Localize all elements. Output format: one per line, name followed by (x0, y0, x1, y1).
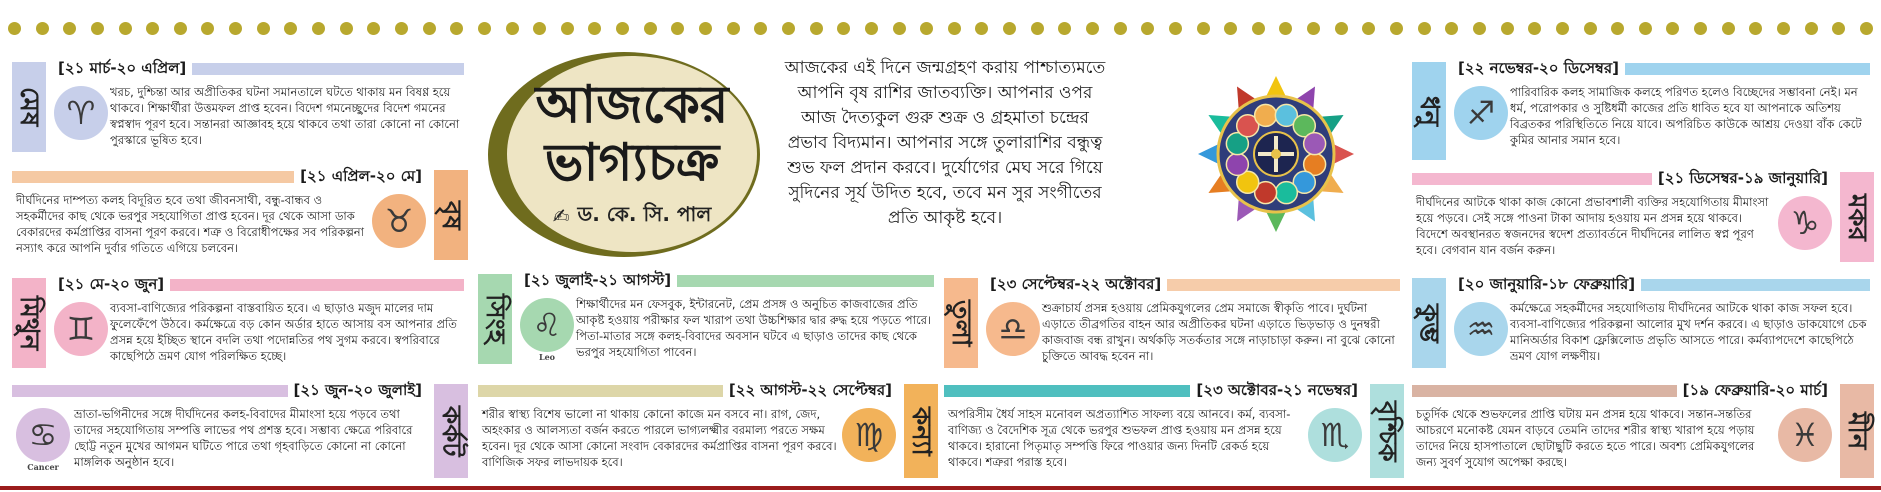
horoscope-entry (12, 382, 468, 482)
date-range: [২৩ অক্টোবর-২১ নভেম্বর] (1196, 380, 1358, 399)
border-dot (36, 22, 49, 35)
border-dot (1694, 22, 1707, 35)
border-dot (975, 22, 988, 35)
horoscope-text: কর্মক্ষেত্রে সহকর্মীদের সহযোগিতায় দীর্ঘদিনের আটকে থাকা কাজ সফল হবে। ব্যবসা-বাণিজ্যের পরিকল্পনা আলোর মুখ দর্শন করবে। এ ছাড়াও ডাকযোগে চেক মানিঅর্ডার বিকাশ ফ্লেক্সিলোড প্রভৃতি আসতে পারে। কর্মব্যাপদেশে কাছেপিঠে ভ্রমণ যোগ লক্ষণীয়। (1510, 301, 1867, 363)
border-dot (201, 22, 214, 35)
border-dot (1556, 22, 1569, 35)
date-range: [২১ এপ্রিল-২০ মে] (300, 166, 422, 185)
emblem-label: Cancer (27, 462, 59, 472)
decorative-dot-border (0, 22, 1881, 38)
author-byline (553, 200, 712, 233)
border-dot (63, 22, 76, 35)
gemini-icon: ♊ (54, 302, 108, 356)
sign-name-tab (1840, 172, 1874, 262)
color-bar (1167, 279, 1400, 291)
border-dot (1666, 22, 1679, 35)
border-dot (174, 22, 187, 35)
border-dot (810, 22, 823, 35)
capricorn-icon: ♑ (1778, 196, 1832, 250)
date-range: [২১ জুলাই-২১ আগস্ট] (524, 270, 672, 289)
horoscope-entry (1412, 382, 1874, 482)
border-dot (119, 22, 132, 35)
pisces-icon: ♓ (1778, 408, 1832, 462)
border-dot (1362, 22, 1375, 35)
color-bar (12, 171, 294, 183)
horoscope-text: শরীর স্বাস্থ্য বিশেষ ভালো না থাকায় কোনো কাজে মন বসবে না। রাগ, জেদ, অহংকার ও আলস্যতা বর্জন করতে পারলে ভাগ্যলক্ষ্মীর বরমাল্য পরতে সক্ষম হবেন। দূর থেকে আসা কোনো সংবাদ বেকারদের কর্মপ্রাপ্তির বাসনা পূরণ করবে। বাণিজিক সফর লাভদায়ক হবে। (482, 407, 837, 469)
date-range-row (12, 168, 428, 186)
sign-name-tab (904, 384, 938, 478)
border-dot (91, 22, 104, 35)
horoscope-entry (478, 382, 938, 482)
color-bar (12, 385, 288, 397)
border-dot (588, 22, 601, 35)
border-dot (1528, 22, 1541, 35)
date-range-row (1412, 382, 1834, 400)
sign-name: বৃষ (436, 200, 466, 230)
border-dot (423, 22, 436, 35)
border-dot (450, 22, 463, 35)
color-bar (170, 279, 464, 291)
border-dot (837, 22, 850, 35)
color-bar (192, 63, 464, 75)
date-range: [১৯ ফেব্রুয়ারি-২০ মার্চ] (1682, 380, 1828, 399)
border-dot (1832, 22, 1845, 35)
horoscope-entry (944, 276, 1404, 372)
date-range: [২২ আগস্ট-২২ সেপ্টেম্বর] (728, 380, 892, 399)
sign-name: কর্কট (436, 405, 466, 457)
date-range-row (944, 382, 1364, 400)
date-range: [২২ নভেম্বর-২০ ডিসেম্বর] (1458, 58, 1619, 77)
sign-name: বৃশ্চিক (1372, 400, 1402, 462)
horoscope-entry (12, 276, 468, 372)
border-dot (478, 22, 491, 35)
border-dot (644, 22, 657, 35)
border-dot (1141, 22, 1154, 35)
aries-icon: ♈ (54, 86, 108, 140)
intro-paragraph: আজকের এই দিনে জন্মগ্রহণ করায় পাশ্চাত্যমতে আপনি বৃষ রাশির জাতব্যক্তি। আপনার ওপর আজ দৈত্যকুল গুরু শুক্র ও গ্রহমাতা চন্দ্রের প্রভাব বিদ্যমান। আপনার সঙ্গে তুলারাশির বন্ধুত্ব শুভ ফল প্রদান করবে। দুর্যোগের মেঘ সরে গিয়ে সুদিনের সূর্য উদিত হবে, তবে মন সুর সংগীতের প্রতি আকৃষ্ট হবে। (784, 58, 1106, 228)
leo-icon: ♌ Leo (520, 298, 574, 352)
date-range: [২১ মে-২০ জুন] (58, 274, 165, 293)
page-title (535, 73, 729, 193)
date-range: [২১ ডিসেম্বর-১৯ জানুয়ারি] (1657, 168, 1828, 187)
sign-name: মীন (1842, 412, 1872, 450)
horoscope-text: শিক্ষার্থীদের মন ফেসবুক, ইন্টারনেট, প্রেম প্রসঙ্গ ও অনুচিত কাজবাজের প্রতি আকৃষ্ট হওয়ায় পরীক্ষার ফল খারাপ তথা উচ্চশিক্ষার দ্বার রুদ্ধ হয়ে পড়তে পারে। পিতা-মাতার সঙ্গে কলহ-বিবাদের অবসান ঘটবে এ ছাড়াও তাদের কাছ থেকে ভরপুর সহযোগিতা পাবেন। (576, 297, 932, 359)
border-dot (1501, 22, 1514, 35)
border-dot (1003, 22, 1016, 35)
border-dot (1086, 22, 1099, 35)
border-dot (284, 22, 297, 35)
horoscope-entry (1412, 276, 1874, 372)
border-dot (920, 22, 933, 35)
date-range-row (1452, 60, 1870, 78)
border-dot (782, 22, 795, 35)
sign-name: কুম্ভ (1414, 303, 1444, 343)
horoscope-text: দীর্ঘদিনের আটকে থাকা কাজ কোনো প্রভাবশালী ব্যক্তির সহযোগিতায় মীমাংসা হয়ে পড়বে। সেই সঙ্গে পাওনা টাকা আদায় হওয়ায় মন প্রসন্ন হয়ে থাকবে। বিদেশে অবস্থানরত স্বজনদের স্বদেশ প্রত্যাবর্তনে দীর্ঘদিনের লালিত স্বপ্ন পূরণ হবে। বেগবান যান বর্জন করুন। (1416, 195, 1769, 257)
border-dot (671, 22, 684, 35)
wheel-medallion (1255, 104, 1277, 126)
border-dot (1279, 22, 1292, 35)
horoscope-entry (944, 382, 1404, 482)
scorpio-icon: ♏ (1308, 408, 1362, 462)
date-range-row (518, 272, 934, 290)
border-dot (506, 22, 519, 35)
border-dot (1058, 22, 1071, 35)
horoscope-entry (478, 272, 938, 368)
bottom-rule (0, 486, 1881, 490)
border-dot (229, 22, 242, 35)
sign-name: সিংহ (480, 294, 510, 344)
border-dot (1252, 22, 1265, 35)
sign-name-tab (434, 170, 468, 260)
color-bar (1412, 385, 1677, 397)
border-dot (1777, 22, 1790, 35)
date-range: [২১ মার্চ-২০ এপ্রিল] (58, 58, 187, 77)
horoscope-entry (12, 168, 468, 264)
sign-name-tab (12, 278, 46, 368)
color-bar (478, 385, 723, 397)
color-bar (1641, 279, 1870, 291)
date-range: [২১ জুন-২০ জুলাই] (293, 380, 422, 399)
sign-name: মেষ (14, 87, 44, 127)
sign-name: মিথুন (14, 295, 44, 351)
border-dot (1224, 22, 1237, 35)
border-dot (1805, 22, 1818, 35)
color-bar (1412, 173, 1652, 185)
wheel-medallion (1275, 182, 1297, 204)
border-dot (948, 22, 961, 35)
title-badge (507, 56, 757, 252)
quill-icon: ✍ (552, 204, 570, 228)
title-line-2: ভাগ্যচক্র (544, 131, 720, 193)
color-bar (944, 385, 1190, 397)
sign-name: ধনু (1414, 95, 1444, 127)
horoscope-text: খরচ, দুশ্চিন্তা আর অপ্রীতিকর ঘটনা সমানতালে ঘটতে থাকায় মন বিষণ্ণ হয়ে থাকবে। শিক্ষার্থীরা উত্তমফল প্রাপ্ত হবেন। বিদেশ গমনেচ্ছুদের বিদেশ গমনের স্বপ্নস্বাদ পূরণ হবে। সন্তানরা আজ্ঞাবহ হয়ে থাকবে তথা তারা কোনো না কোনো পুরস্কারে ভূষিত হবে। (110, 85, 460, 147)
border-dot (533, 22, 546, 35)
border-dot (1860, 22, 1873, 35)
horoscope-text: দীর্ঘদিনের দাম্পত্য কলহ বিদূরিত হবে তথা জীবনসাথী, বন্ধু-বান্ধব ও সহকর্মীদের কাছ থেকে ভরপুর সহযোগিতা প্রাপ্ত হবেন। দূর থেকে আসা ডাক বেকারদের কর্মপ্রাপ্তির বাসনা পূরণ করবে। শত্রু ও বিরোধীপক্ষের সব পরিকল্পনা নস্যাৎ করে আপনি দুর্বার গতিতে এগিয়ে চলবেন। (16, 193, 364, 255)
border-dot (699, 22, 712, 35)
border-dot (1445, 22, 1458, 35)
border-dot (1169, 22, 1182, 35)
border-dot (367, 22, 380, 35)
border-dot (312, 22, 325, 35)
border-dot (1418, 22, 1431, 35)
border-dot (146, 22, 159, 35)
sign-name-tab (12, 62, 46, 152)
border-dot (561, 22, 574, 35)
title-line-1: আজকের (535, 73, 729, 135)
border-dot (616, 22, 629, 35)
sign-name-tab (1412, 278, 1446, 368)
horoscope-text: পারিবারিক কলহ সামাজিক কলহে পরিণত হলেও বিচ্ছেদের সম্ভাবনা নেই। মন ধর্ম, পরোপকার ও সুষ্টিধর্মী কাজের প্রতি ধাবিত হবে যা আপনাকে অতিশয় বিব্রতকর পরিস্থিতিতে নিয়ে যাবে। অপরিচিত কাউকে আশ্রয় দেওয়া বাঁক কেটে কুমির আনার সমান হবে। (1510, 85, 1862, 147)
border-dot (727, 22, 740, 35)
sign-name: মকর (1842, 193, 1872, 241)
border-dot (340, 22, 353, 35)
date-range: [২৩ সেপ্টেম্বর-২২ অক্টোবর] (990, 274, 1162, 293)
date-range-row (52, 276, 464, 294)
date-range-row (1412, 170, 1834, 188)
border-dot (865, 22, 878, 35)
author-name: ড. কে. সি. পাল (577, 201, 712, 226)
date-range-row (52, 60, 464, 78)
date-range-row (478, 382, 898, 400)
border-dot (257, 22, 270, 35)
libra-icon: ♎ (986, 302, 1040, 356)
zodiac-wheel-image (1196, 74, 1356, 234)
date-range-row (984, 276, 1400, 294)
border-dot (1307, 22, 1320, 35)
border-dot (1584, 22, 1597, 35)
horoscope-entry (1412, 60, 1874, 164)
emblem-label: Leo (538, 352, 556, 362)
date-range: [২০ জানুয়ারি-১৮ ফেব্রুয়ারি] (1458, 274, 1636, 293)
sign-name-tab (434, 384, 468, 478)
border-dot (8, 22, 21, 35)
horoscope-text: অপরিসীম ধৈর্য সাহস মনোবল অপ্রত্যাশিত সাফল্য বয়ে আনবে। কর্ম, ব্যবসা-বাণিজ্য ও বৈদেশিক সূত্র থেকে ভরপুর শুভফল প্রাপ্ত হওয়ায় মন প্রসন্ন হয়ে থাকবে। হারানো পিতৃমাতৃ সম্পত্তি ফিরে পাওয়ার জন্য দিনটি রেকর্ড হয়ে থাকবে। শত্রুরা পরাস্ত হবে। (948, 407, 1291, 469)
horoscope-text: ভ্রাতা-ভগিনীদের সঙ্গে দীর্ঘদিনের কলহ-বিবাদের মীমাংসা হয়ে পড়বে তথা তাদের সহযোগিতায় সম্পত্তি লাভের পথ প্রশস্ত হবে। সম্ভাব্য ক্ষেত্রে পরিবারে ছোট্ট নতুন মুখের আগমন ঘটিতে পারে তথা গৃহবাড়িতে কোনো না কোনো মাঙ্গলিক অনুষ্ঠান হবে। (74, 407, 413, 469)
horoscope-entry (1412, 170, 1874, 266)
color-bar (1625, 63, 1870, 75)
border-dot (893, 22, 906, 35)
border-dot (1473, 22, 1486, 35)
aquarius-icon: ♒ (1454, 302, 1508, 356)
border-dot (395, 22, 408, 35)
sagittarius-icon: ♐ (1454, 86, 1508, 140)
border-dot (1197, 22, 1210, 35)
taurus-icon: ♉ (372, 194, 426, 248)
cancer-icon: ♋ Cancer (16, 408, 70, 462)
color-bar (677, 275, 934, 287)
sign-name-tab (1412, 62, 1446, 160)
virgo-icon: ♍ (842, 408, 896, 462)
wheel-medallion (1304, 133, 1326, 155)
border-dot (1749, 22, 1762, 35)
border-dot (1611, 22, 1624, 35)
sign-name-tab (944, 278, 978, 368)
horoscope-text: শুক্রাচার্য প্রসন্ন হওয়ায় প্রেমিকযুগলের প্রেম সমাজে স্বীকৃতি পাবে। দুর্ঘটনা এড়াতে তীব্রগতির বাহন আর অপ্রীতিকর ঘটনা এড়াতে ভিড়ভাড় ও দুনম্বরী কাজবাজ বন্ধ রাখুন। অর্থকড়ি সতর্কতার সঙ্গে নাড়াচাড়া করুন। না বুঝে কোনো চুক্তিতে আবদ্ধ হবেন না। (1042, 301, 1395, 363)
wheel-medallion (1226, 153, 1248, 175)
border-dot (754, 22, 767, 35)
horoscope-entry (12, 60, 468, 156)
horoscope-text: চতুর্দিক থেকে শুভফলের প্রাপ্তি ঘটায় মন প্রসন্ন হয়ে থাকবে। সন্তান-সন্ততির আচরণে মনোকষ্ট যেমন বাড়বে তেমনি তাদের শরীর স্বাস্থ্য খারাপ হয়ে পড়ায় তাদের নিয়ে হাসপাতালে ছোটাছুটি করতে হতে পারে। অবশ্য প্রেমিকযুগলের জন্য সুবর্ণ সুযোগ অপেক্ষা করছে। (1416, 407, 1755, 469)
border-dot (1639, 22, 1652, 35)
border-dot (1335, 22, 1348, 35)
date-range-row (1452, 276, 1870, 294)
border-dot (1031, 22, 1044, 35)
sign-name: কন্যা (906, 406, 936, 456)
sign-name: তুলা (946, 299, 976, 347)
border-dot (1114, 22, 1127, 35)
sign-name-tab (478, 274, 512, 364)
sign-name-tab (1840, 384, 1874, 478)
border-dot (1390, 22, 1403, 35)
horoscope-text: ব্যবসা-বাণিজ্যের পরিকল্পনা বাস্তবায়িত হবে। এ ছাড়াও মজুদ মালের দাম ফুলেফেঁপে উঠবে। কর্মক্ষেত্রে বড় কোন অর্ডার হাতে আসায় বস আপনার প্রতি প্রসন্ন হয়ে ইচ্ছিত স্থানে বদলি তথা পদোন্নতির পথ সুগম করবে। স্বপরিবারে কাছেপিঠে ভ্রমণ যোগ পরিলক্ষিত হচ্ছে। (110, 301, 457, 363)
sign-name-tab (1370, 384, 1404, 478)
border-dot (1722, 22, 1735, 35)
date-range-row (12, 382, 428, 400)
